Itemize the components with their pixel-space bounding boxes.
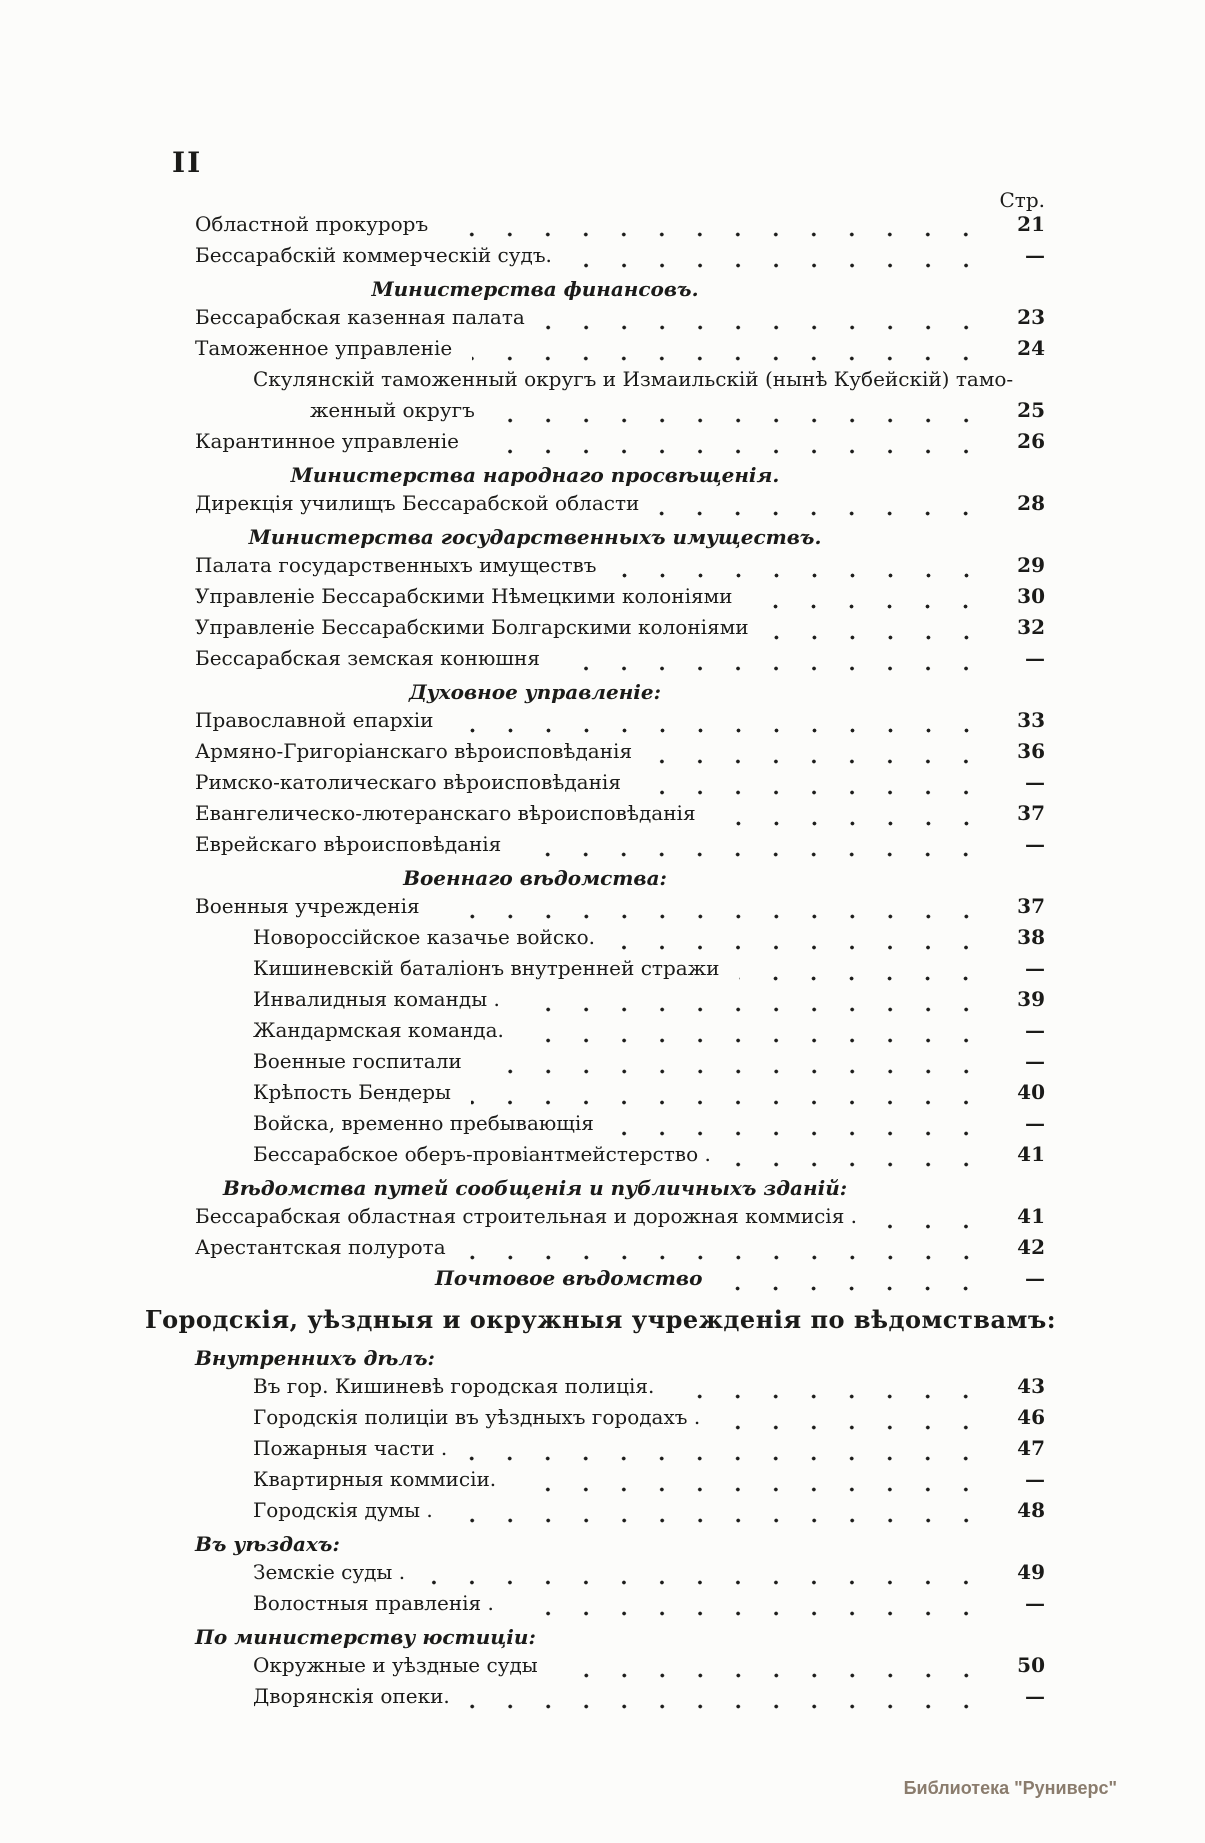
dot-leader bbox=[641, 788, 985, 797]
toc-entry-label: Дирекція училищъ Бессарабской области bbox=[195, 491, 640, 515]
toc-page-number: 30 bbox=[1017, 584, 1045, 608]
toc-entry-row bbox=[145, 491, 1045, 522]
toc-entry-row bbox=[145, 1235, 1045, 1266]
toc-page-number: 24 bbox=[1017, 336, 1045, 360]
toc-page-number: — bbox=[1025, 1049, 1045, 1073]
toc-entry-label: Новороссійское казачье войско. bbox=[253, 925, 595, 949]
dot-leader bbox=[471, 1098, 985, 1107]
dot-leader bbox=[769, 633, 985, 642]
toc-entry-label: Бессарабская казенная палата bbox=[195, 305, 525, 329]
toc-entry-label: Волостныя правленія . bbox=[253, 1591, 494, 1615]
dot-leader bbox=[524, 1036, 985, 1045]
toc-page-number: — bbox=[1025, 956, 1045, 980]
toc-page-number: — bbox=[1025, 1266, 1045, 1290]
dot-leader bbox=[495, 416, 985, 425]
toc-entry-label: Управленіе Бессарабскими Болгарскими колоніями bbox=[195, 615, 749, 639]
toc-page-number: 26 bbox=[1017, 429, 1045, 453]
toc-entry-row bbox=[145, 1080, 1045, 1111]
toc-entry-row bbox=[145, 1266, 1045, 1297]
dot-leader bbox=[739, 974, 985, 983]
toc-entry-row bbox=[145, 398, 1045, 429]
toc-entry-row bbox=[145, 1049, 1045, 1080]
dot-leader bbox=[558, 1671, 985, 1680]
toc-entry-label: Городскія думы . bbox=[253, 1498, 433, 1522]
toc-page-number: 42 bbox=[1017, 1235, 1045, 1259]
dot-leader bbox=[516, 1485, 985, 1494]
toc-entry-label: Таможенное управленіе bbox=[195, 336, 453, 360]
dot-leader bbox=[877, 1222, 985, 1231]
sub-heading: Въ уѣздахъ: bbox=[195, 1532, 340, 1556]
dot-leader bbox=[482, 1067, 985, 1076]
toc-entry-row bbox=[145, 367, 1045, 398]
toc-entry-row bbox=[145, 584, 1045, 615]
toc-page-number: 41 bbox=[1017, 1204, 1045, 1228]
sub-heading: Внутреннихъ дѣлъ: bbox=[195, 1346, 435, 1370]
dot-leader bbox=[652, 757, 985, 766]
dot-leader bbox=[448, 230, 985, 239]
toc-entry-row bbox=[145, 1111, 1045, 1142]
toc-entry-label: Войска, временно пребывающія bbox=[253, 1111, 594, 1135]
toc-entry-row bbox=[145, 1436, 1045, 1467]
toc-page-number: — bbox=[1025, 1591, 1045, 1615]
toc-entry-row bbox=[145, 1018, 1045, 1049]
toc-page-number: 25 bbox=[1017, 398, 1045, 422]
toc-page-number: 23 bbox=[1017, 305, 1045, 329]
toc-entry-label: Почтовое вѣдомство bbox=[435, 1266, 703, 1290]
toc-page-number: 33 bbox=[1017, 708, 1045, 732]
sub-heading: По министерству юстиціи: bbox=[195, 1625, 536, 1649]
dot-leader bbox=[716, 819, 985, 828]
dot-leader bbox=[731, 1160, 985, 1169]
toc-entry-label: Дворянскія опеки. bbox=[253, 1684, 450, 1708]
toc-entry-row bbox=[145, 987, 1045, 1018]
dot-leader bbox=[560, 664, 985, 673]
section-heading: Министерства финансовъ. bbox=[371, 277, 699, 301]
toc-entry-label: Крѣпость Бендеры bbox=[253, 1080, 451, 1104]
dot-leader bbox=[617, 571, 985, 580]
dot-leader bbox=[614, 1129, 985, 1138]
toc-entry-row bbox=[145, 739, 1045, 770]
section-heading: Военнаго вѣдомства: bbox=[403, 866, 667, 890]
toc-page-number: 41 bbox=[1017, 1142, 1045, 1166]
toc-entry-label: Военныя учрежденія bbox=[195, 894, 420, 918]
toc-entry-row bbox=[145, 1560, 1045, 1591]
toc-page-number: 43 bbox=[1017, 1374, 1045, 1398]
dot-leader bbox=[472, 354, 985, 363]
dot-leader bbox=[615, 943, 985, 952]
toc-entry-row bbox=[145, 1591, 1045, 1622]
toc-page-number: 29 bbox=[1017, 553, 1045, 577]
toc-entry-row bbox=[145, 925, 1045, 956]
toc-entry-label: Арестантская полурота bbox=[195, 1235, 446, 1259]
table-of-contents bbox=[145, 212, 1057, 1715]
library-watermark: Библиотека "Руниверс" bbox=[903, 1778, 1117, 1798]
toc-entry-label: Скулянскій таможенный округъ и Измаильскій (нынѣ Кубейскій) тамо- bbox=[253, 367, 1014, 391]
toc-page-number: 48 bbox=[1017, 1498, 1045, 1522]
toc-entry-row bbox=[145, 615, 1045, 646]
page-number-roman: II bbox=[172, 146, 203, 179]
toc-page-number: — bbox=[1025, 1111, 1045, 1135]
toc-entry-row bbox=[145, 1684, 1045, 1715]
toc-entry-label: Областной прокуроръ bbox=[195, 212, 429, 236]
dot-leader bbox=[520, 1005, 985, 1014]
toc-entry-label: Окружные и уѣздные суды bbox=[253, 1653, 538, 1677]
toc-entry-label: Военные госпитали bbox=[253, 1049, 462, 1073]
toc-entry-label: Бессарабское оберъ-провіантмейстерство . bbox=[253, 1142, 711, 1166]
dot-leader bbox=[453, 1516, 985, 1525]
toc-entry-label: Бессарабская земская конюшня bbox=[195, 646, 540, 670]
toc-entry-label: Палата государственныхъ имуществъ bbox=[195, 553, 597, 577]
toc-entry-row bbox=[145, 553, 1045, 584]
toc-page-number: 40 bbox=[1017, 1080, 1045, 1104]
toc-entry-row bbox=[145, 894, 1045, 925]
toc-entry-row bbox=[145, 1467, 1045, 1498]
toc-page-number: — bbox=[1025, 1684, 1045, 1708]
toc-entry-row bbox=[145, 1653, 1045, 1684]
toc-entry-label: Армяно-Григоріанскаго вѣроисповѣданія bbox=[195, 739, 633, 763]
toc-entry-row bbox=[145, 429, 1045, 460]
dot-leader bbox=[425, 1578, 985, 1587]
dot-leader bbox=[659, 509, 985, 518]
toc-entry-label: Евангелическо-лютеранскаго вѣроисповѣданія bbox=[195, 801, 696, 825]
dot-leader bbox=[470, 1702, 985, 1711]
dot-leader bbox=[466, 1253, 985, 1262]
toc-entry-label: Пожарныя части . bbox=[253, 1436, 448, 1460]
toc-page-number: — bbox=[1025, 1467, 1045, 1491]
dot-leader bbox=[467, 1454, 985, 1463]
toc-page-number: — bbox=[1025, 646, 1045, 670]
section-heading: Министерства государственныхъ имуществъ. bbox=[248, 525, 822, 549]
dot-leader bbox=[545, 323, 985, 332]
toc-page-number: 50 bbox=[1017, 1653, 1045, 1677]
toc-page-number: — bbox=[1025, 832, 1045, 856]
toc-entry-label: Въ гор. Кишиневѣ городская полиція. bbox=[253, 1374, 655, 1398]
toc-entry-row bbox=[145, 243, 1045, 274]
dot-leader bbox=[674, 1392, 985, 1401]
toc-page-number: 38 bbox=[1017, 925, 1045, 949]
toc-page-number: — bbox=[1025, 1018, 1045, 1042]
toc-entry-row bbox=[145, 1405, 1045, 1436]
toc-entry-label: Жандармская команда. bbox=[253, 1018, 504, 1042]
toc-page-number: 37 bbox=[1017, 801, 1045, 825]
toc-page-number: — bbox=[1025, 243, 1045, 267]
toc-entry-label: Карантинное управленіе bbox=[195, 429, 459, 453]
toc-entry-label: Городскія полиціи въ уѣздныхъ городахъ . bbox=[253, 1405, 701, 1429]
toc-entry-label: Православной епархіи bbox=[195, 708, 434, 732]
toc-entry-label: Квартирныя коммисіи. bbox=[253, 1467, 497, 1491]
toc-page-number: 37 bbox=[1017, 894, 1045, 918]
toc-page-number: 47 bbox=[1017, 1436, 1045, 1460]
toc-entry-row bbox=[145, 646, 1045, 677]
toc-entry-row bbox=[145, 1204, 1045, 1235]
toc-page-number: 28 bbox=[1017, 491, 1045, 515]
major-heading: Городскія, уѣздныя и окружныя учрежденія по вѣдомствамъ: bbox=[145, 1305, 1057, 1334]
dot-leader bbox=[521, 850, 985, 859]
toc-entry-label: Земскіе суды . bbox=[253, 1560, 406, 1584]
toc-entry-row bbox=[145, 336, 1045, 367]
toc-page-number: 32 bbox=[1017, 615, 1045, 639]
toc-entry-row bbox=[145, 1498, 1045, 1529]
toc-page-number: 21 bbox=[1017, 212, 1045, 236]
toc-entry-label: Бессарабская областная строительная и дорожная коммисія . bbox=[195, 1204, 858, 1228]
dot-leader bbox=[514, 1609, 985, 1618]
dot-leader bbox=[722, 1284, 985, 1293]
toc-entry-label: Инвалидныя команды . bbox=[253, 987, 500, 1011]
dot-leader bbox=[440, 912, 985, 921]
toc-page-number: — bbox=[1025, 770, 1045, 794]
toc-entry-label: Кишиневскій баталіонъ внутренней стражи bbox=[253, 956, 720, 980]
toc-entry-row bbox=[145, 305, 1045, 336]
toc-entry-label: женный округъ bbox=[310, 398, 475, 422]
toc-page-number: 49 bbox=[1017, 1560, 1045, 1584]
toc-page-number: 46 bbox=[1017, 1405, 1045, 1429]
toc-entry-row bbox=[145, 832, 1045, 863]
toc-entry-label: Управленіе Бессарабскими Нѣмецкими колоніями bbox=[195, 584, 733, 608]
toc-entry-row bbox=[145, 801, 1045, 832]
toc-page-number: 36 bbox=[1017, 739, 1045, 763]
dot-leader bbox=[479, 447, 985, 456]
toc-entry-row bbox=[145, 770, 1045, 801]
toc-entry-label: Бессарабскій коммерческій судъ. bbox=[195, 243, 552, 267]
section-heading: Министерства народнаго просвѣщенія. bbox=[290, 463, 780, 487]
dot-leader bbox=[454, 726, 985, 735]
toc-entry-row bbox=[145, 212, 1045, 243]
page-column-header: Стр. bbox=[999, 188, 1045, 212]
toc-page-number: 39 bbox=[1017, 987, 1045, 1011]
toc-entry-row bbox=[145, 1374, 1045, 1405]
section-heading: Духовное управленіе: bbox=[409, 680, 661, 704]
toc-entry-row bbox=[145, 956, 1045, 987]
dot-leader bbox=[572, 261, 985, 270]
section-heading: Вѣдомства путей сообщенія и публичныхъ зданій: bbox=[222, 1176, 848, 1200]
toc-entry-label: Римско-католическаго вѣроисповѣданія bbox=[195, 770, 621, 794]
dot-leader bbox=[720, 1423, 985, 1432]
toc-entry-row bbox=[145, 708, 1045, 739]
toc-entry-row bbox=[145, 1142, 1045, 1173]
dot-leader bbox=[752, 602, 985, 611]
toc-entry-label: Еврейскаго вѣроисповѣданія bbox=[195, 832, 502, 856]
